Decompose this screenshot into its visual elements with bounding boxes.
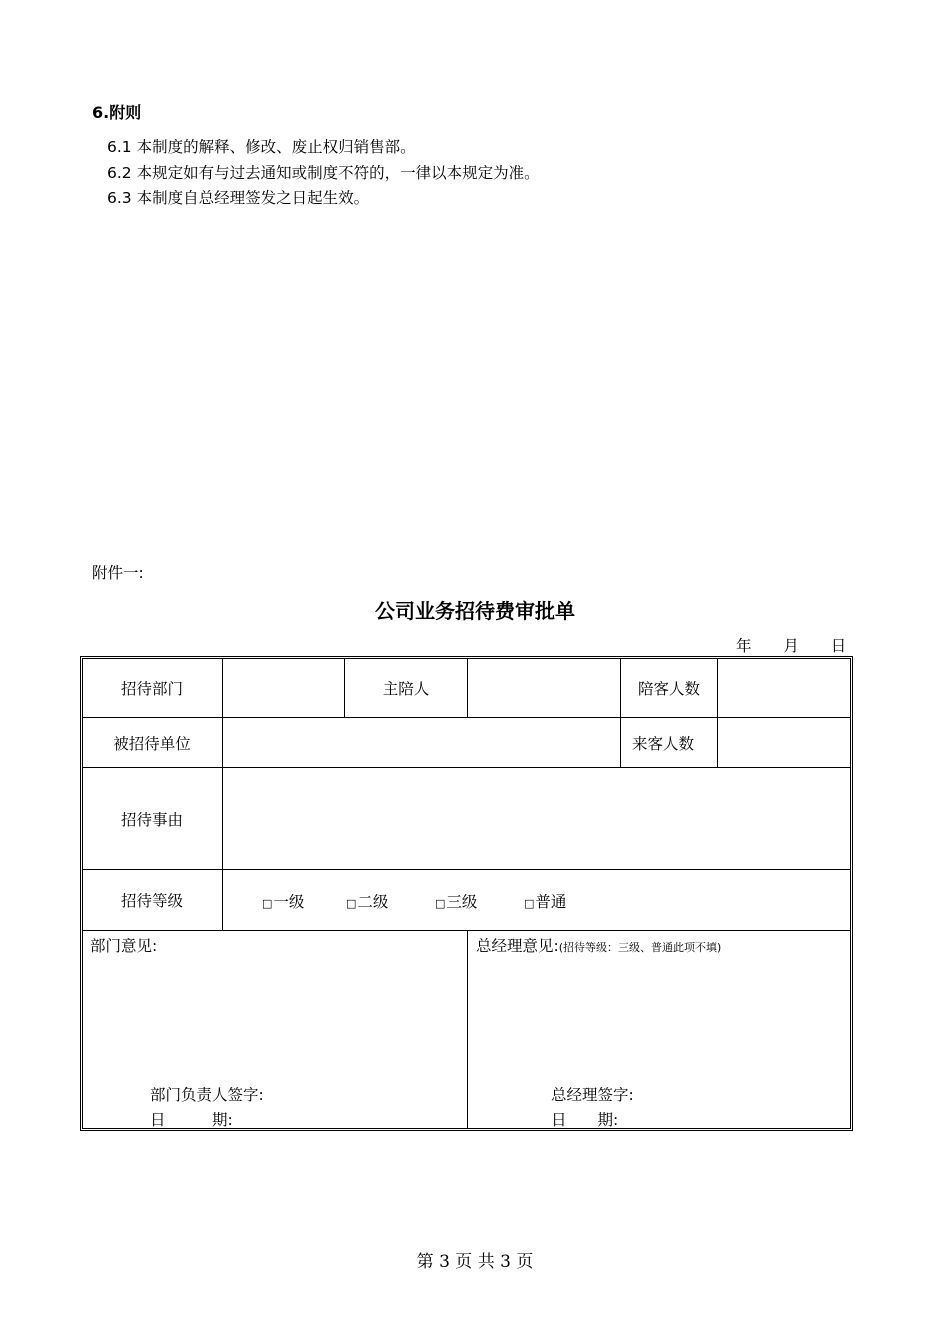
reception-reason-field[interactable] — [223, 768, 851, 869]
guest-unit-label: 被招待单位 — [113, 734, 191, 753]
page-footer: 第 3 页 共 3 页 — [416, 1252, 534, 1272]
section-title: 6.附则 — [92, 103, 142, 122]
date-month-label: 月 — [783, 637, 799, 655]
clause-6-2: 6.2 本规定如有与过去通知或制度不符的，一律以本规定为准。 — [107, 164, 540, 182]
guest-unit-field[interactable] — [223, 718, 620, 767]
checkbox-icon[interactable]: □ — [435, 897, 446, 910]
host-field[interactable] — [468, 658, 620, 717]
reception-dept-field[interactable] — [223, 658, 344, 717]
gm-opinion-label: 总经理意见: — [476, 937, 559, 955]
column-divider — [467, 930, 468, 1129]
host-label: 主陪人 — [382, 679, 430, 698]
level-option-label: 二级 — [357, 893, 389, 911]
dept-opinion-label: 部门意见: — [90, 937, 158, 955]
checkbox-icon[interactable]: □ — [262, 897, 273, 910]
gm-date-label: 日 期: — [551, 1111, 619, 1129]
guest-count-field[interactable] — [718, 718, 851, 767]
date-year-label: 年 — [736, 637, 752, 655]
annex-label: 附件一: — [92, 564, 144, 582]
form-date-line — [736, 634, 846, 656]
clause-6-1: 6.1 本制度的解释、修改、废止权归销售部。 — [107, 138, 416, 156]
level-option-1[interactable] — [262, 890, 304, 912]
guest-count-label: 来客人数 — [631, 734, 694, 753]
level-option-2[interactable] — [346, 890, 388, 912]
escort-count-field[interactable] — [718, 658, 851, 717]
date-day-label: 日 — [830, 637, 847, 655]
level-option-3[interactable] — [435, 890, 477, 912]
gm-opinion-heading — [476, 934, 721, 956]
level-option-label: 一级 — [273, 893, 305, 911]
reception-reason-label: 招待事由 — [120, 810, 183, 829]
gm-sign-label: 总经理签字: — [551, 1086, 634, 1104]
level-option-label: 普通 — [535, 893, 567, 911]
clause-6-3: 6.3 本制度自总经理签发之日起生效。 — [107, 189, 370, 207]
level-option-label: 三级 — [446, 893, 478, 911]
gm-opinion-note: (招待等级：三级、普通此项不填) — [558, 941, 722, 954]
dept-sign-label: 部门负责人签字: — [150, 1086, 264, 1104]
form-title: 公司业务招待费审批单 — [375, 599, 575, 623]
reception-level-label: 招待等级 — [120, 892, 183, 910]
level-option-4[interactable] — [524, 890, 566, 912]
checkbox-icon[interactable]: □ — [346, 897, 357, 910]
escort-count-label: 陪客人数 — [637, 679, 700, 698]
reception-dept-label: 招待部门 — [120, 679, 183, 698]
dept-date-label: 日 期: — [150, 1111, 233, 1129]
checkbox-icon[interactable]: □ — [524, 897, 535, 910]
